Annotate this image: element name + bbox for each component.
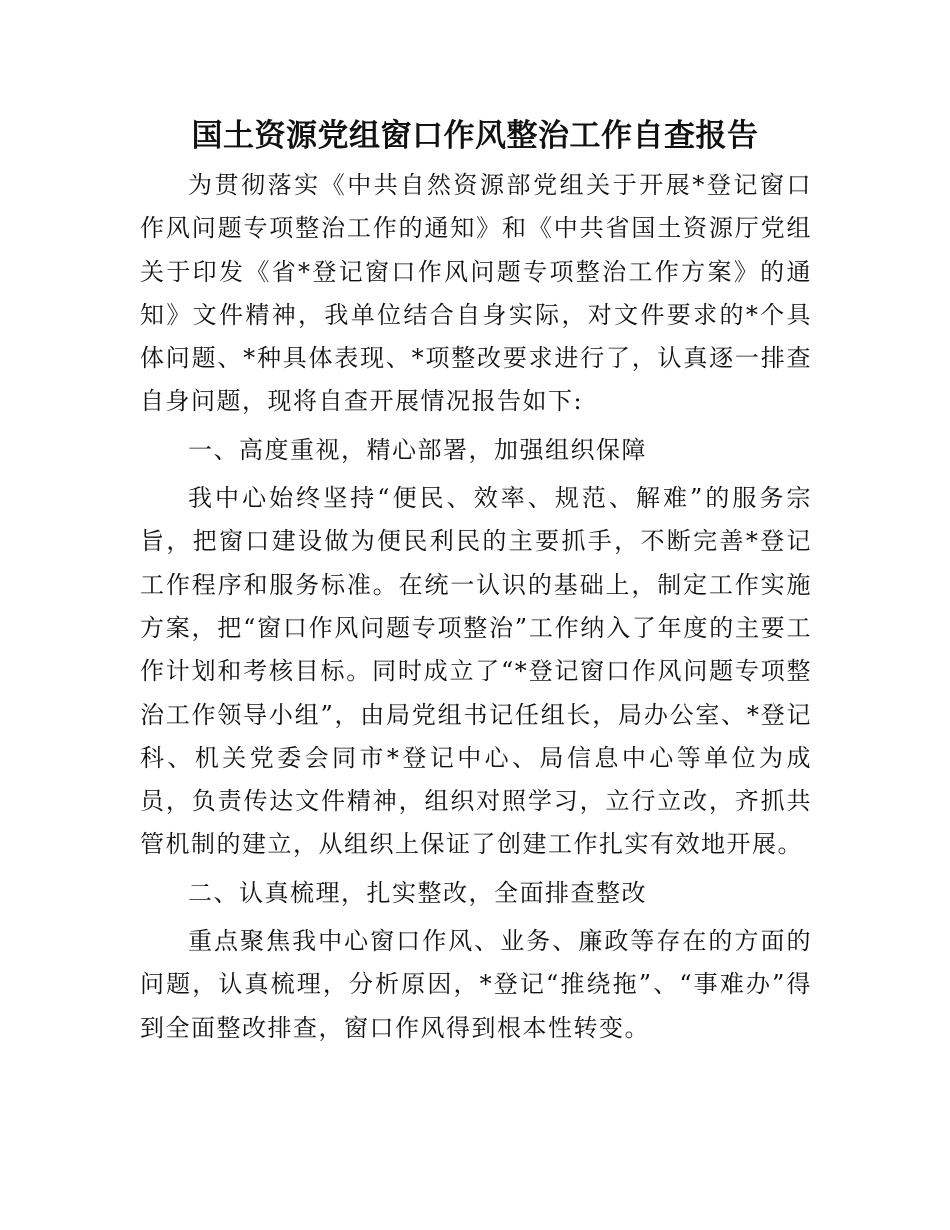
intro-paragraph: 为贯彻落实《中共自然资源部党组关于开展*登记窗口作风问题专项整治工作的通知》和《中共省国土资源厅党组关于印发《省*登记窗口作风问题专项整治工作方案》的通知》文件精神，我单位结合自身实际，对文件要求的*个具体问题、*种具体表现、*项整改要求进行了，认真逐一排查自身问题，现将自查开展情况报告如下:	[140, 171, 812, 416]
document-title: 国土资源党组窗口作风整治工作自查报告	[191, 118, 759, 154]
document-body	[140, 164, 812, 1055]
section-2-heading: 二、认真梳理，扎实整改，全面排查整改	[188, 878, 647, 907]
section-1-heading: 一、高度重视，精心部署，加强组织保障	[188, 435, 647, 464]
section-1-paragraph: 我中心始终坚持“便民、效率、规范、解难”的服务宗旨，把窗口建设做为便民利民的主要抓手，不断完善*登记工作程序和服务标准。在统一认识的基础上，制定工作实施方案，把“窗口作风问题专项整治”工作纳入了年度的主要工作计划和考核目标。同时成立了“*登记窗口作风问题专项整治工作领导小组”，由局党组书记任组长，局办公室、*登记科、机关党委会同市*登记中心、局信息中心等单位为成员，负责传达文件精神，组织对照学习，立行立改，齐抓共管机制的建立，从组织上保证了创建工作扎实有效地开展。	[140, 484, 812, 859]
section-2-paragraph: 重点聚焦我中心窗口作风、业务、廉政等存在的方面的问题，认真梳理，分析原因，*登记“推绕拖”、“事难办”得到全面整改排查，窗口作风得到根本性转变。	[140, 927, 812, 1042]
